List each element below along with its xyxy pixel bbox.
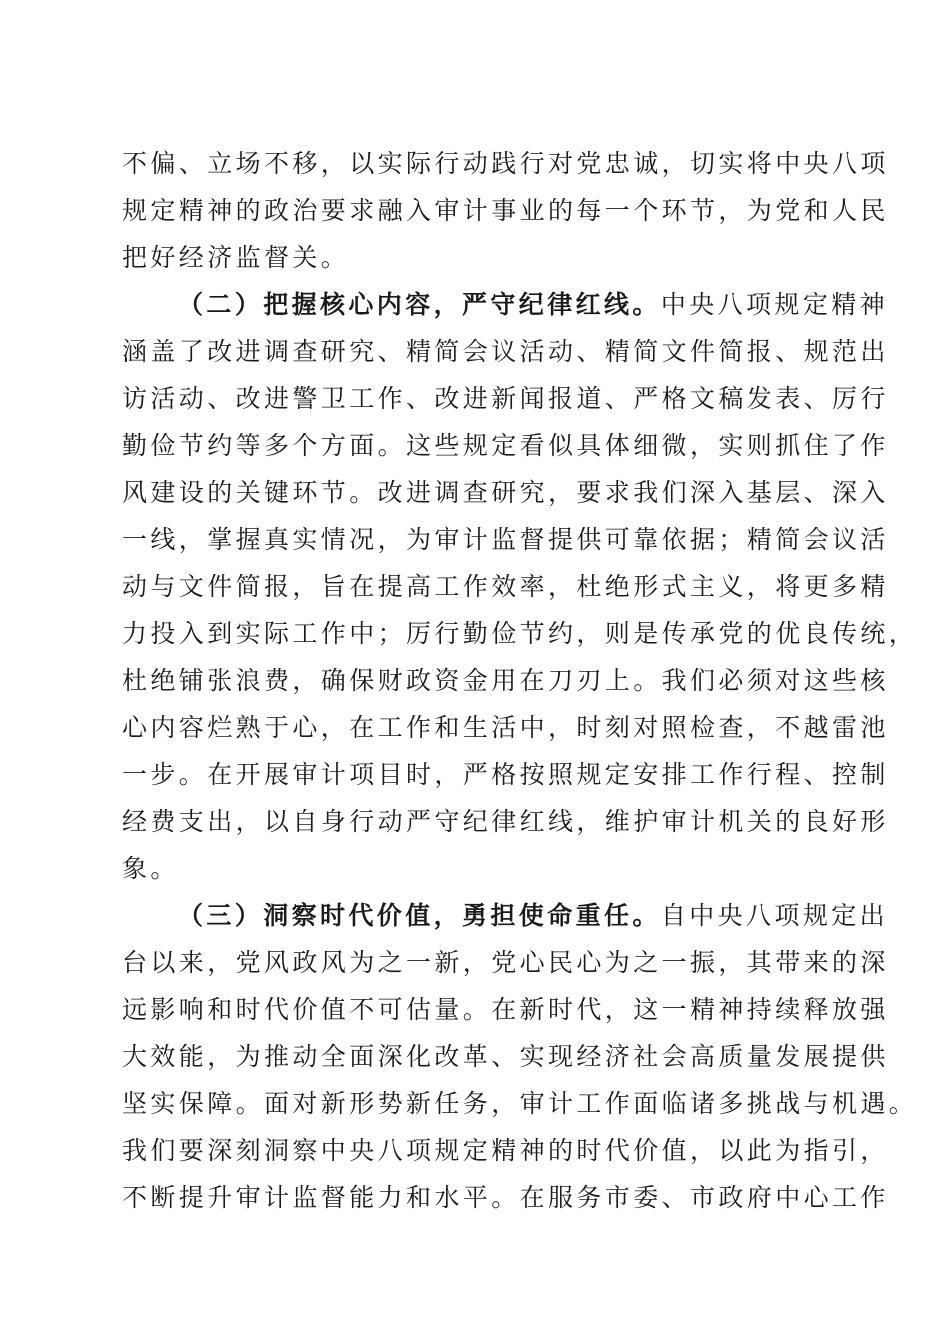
text-line: 力投入到实际工作中；厉行勤俭节约，则是传承党的优良传统， <box>122 619 918 648</box>
section-heading: （三）洞察时代价值，勇担使命重任。 <box>178 901 661 930</box>
text-line: 涵盖了改进调查研究、精简会议活动、精简文件简报、规范出 <box>122 337 889 366</box>
text-line: 规定精神的政治要求融入审计事业的每一个环节，为党和人民 <box>122 196 889 225</box>
text-line: 一线，掌握真实情况，为审计监督提供可靠依据；精简会议活 <box>122 525 889 554</box>
text-span: 自中央八项规定出 <box>660 901 889 930</box>
section-heading: （二）把握核心内容，严守纪律红线。 <box>178 290 661 319</box>
text-line: 远影响和时代价值不可估量。在新时代，这一精神持续释放强 <box>122 995 889 1024</box>
text-line: 勤俭节约等多个方面。这些规定看似具体细微，实则抓住了作 <box>122 431 889 460</box>
text-line: 坚实保障。面对新形势新任务，审计工作面临诸多挑战与机遇。 <box>122 1089 918 1118</box>
text-line: 风建设的关键环节。改进调查研究，要求我们深入基层、深入 <box>122 478 889 507</box>
paragraph-first-line <box>178 289 888 321</box>
text-line: 心内容烂熟于心，在工作和生活中，时刻对照检查，不越雷池 <box>122 713 889 742</box>
text-line: 杜绝铺张浪费，确保财政资金用在刀刃上。我们必须对这些核 <box>122 666 889 695</box>
text-line: 把好经济监督关。 <box>122 243 350 272</box>
text-line: 大效能，为推动全面深化改革、实现经济社会高质量发展提供 <box>122 1042 889 1071</box>
text-line: 不断提升审计监督能力和水平。在服务市委、市政府中心工作 <box>122 1183 889 1212</box>
text-line: 访活动、改进警卫工作、改进新闻报道、严格文稿发表、厉行 <box>122 384 889 413</box>
text-line: 一步。在开展审计项目时，严格按照规定安排工作行程、控制 <box>122 760 889 789</box>
paragraph-first-line <box>178 900 888 932</box>
text-line: 不偏、立场不移，以实际行动践行对党忠诚，切实将中央八项 <box>122 149 889 178</box>
text-span: 中央八项规定精神 <box>660 290 889 319</box>
text-line: 象。 <box>122 854 179 883</box>
text-line: 台以来，党风政风为之一新，党心民心为之一振，其带来的深 <box>122 948 889 977</box>
text-line: 动与文件简报，旨在提高工作效率，杜绝形式主义，将更多精 <box>122 572 889 601</box>
text-line: 我们要深刻洞察中央八项规定精神的时代价值，以此为指引， <box>122 1136 889 1165</box>
text-line: 经费支出，以自身行动严守纪律红线，维护审计机关的良好形 <box>122 807 889 836</box>
